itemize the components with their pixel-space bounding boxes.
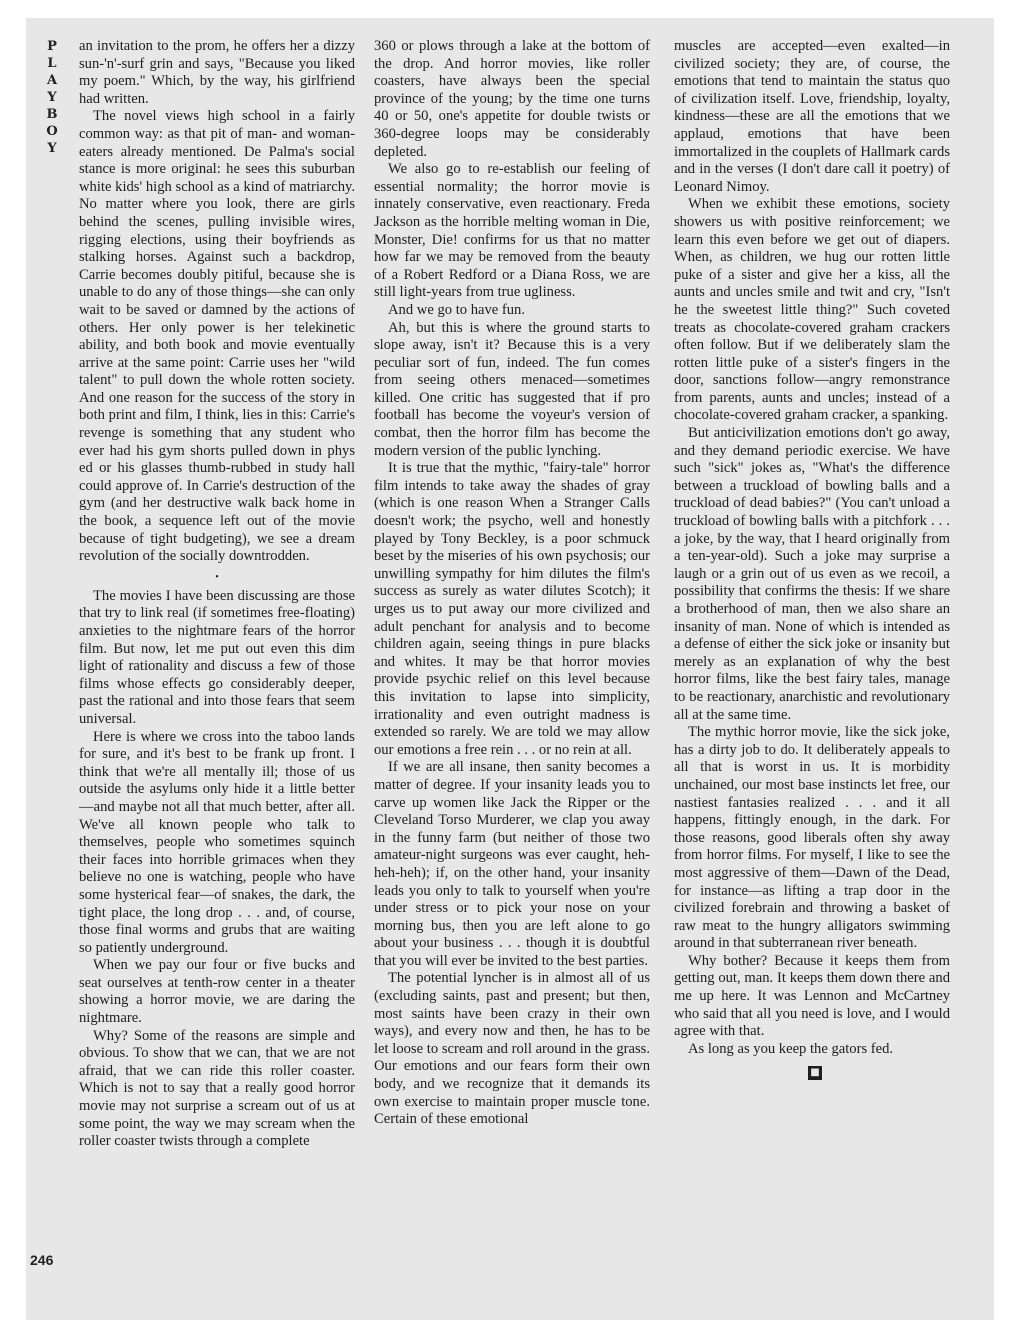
paragraph: But anticivilization emotions don't go away, and they demand periodic exercise. We have such "sick" jokes as, "What's the difference between a truckload of bowling balls and a truckload of dead babies?" (You can't unload a truckload of bowling balls with a pitchfork . . . a joke, by the way, that I heard originally from a ten-year-old). Such a joke may surprise a laugh or a grin out of us even as we recoil, a possibility that confirms the thesis: If we share a brotherhood of man, then we also share an insanity of man. None of which is intended as a defense of either the sick joke or insanity but merely as an explanation of why the best horror films, like the best fairy tales, manage to be reactionary, anarchistic and revolutionary all at the same time.: [674, 425, 950, 723]
paragraph: muscles are accepted—even exalted—in civilized society; they are, of course, the emotions that tend to maintain the status quo of civilization itself. Love, friendship, loyalty, kindness—these are all the emotions that we applaud, emotions that have been immortalized in the couplets of Hallmark cards and in the verses (I don't dare call it poetry) of Leonard Nimoy.: [674, 38, 950, 195]
paragraph: We also go to re-establish our feeling of essential normality; the horror movie is innately conservative, even reactionary. Freda Jackson as the horrible melting woman in Die, Monster, Die! confirms for us that no matter how far we may be removed from the beauty of a Robert Redford or a Diana Ross, we are still light-years from true ugliness.: [374, 161, 650, 301]
paragraph: And we go to have fun.: [388, 301, 525, 318]
page-number: 246: [30, 1252, 54, 1268]
paragraph: If we are all insane, then sanity becomes a matter of degree. If your insanity leads you to carve up women like Jack the Ripper or the Cleveland Torso Murderer, we clap you away in the funny farm (but neither of those two amateur-night surgeons was ever caught, heh-heh-heh); if, on the other hand, your insanity leads you only to talk to yourself when you're under stress or to pick your nose on your morning bus, then you are left alone to go about your business . . . though it is doubtful that you will ever be invited to the best parties.: [374, 759, 650, 969]
paragraph: 360 or plows through a lake at the bottom of the drop. And horror movies, like roller coasters, have always been the special province of the young; by the time one turns 40 or 50, one's appetite for double twists or 360-degree loops may be considerably depleted.: [374, 38, 650, 160]
masthead-letter: O: [46, 124, 58, 139]
column-1: [79, 38, 355, 1151]
magazine-page: [26, 18, 994, 1320]
masthead-letter: L: [47, 56, 57, 71]
paragraph: Here is where we cross into the taboo lands for sure, and it's best to be frank up front. I think that we're all mentally ill; those of us outside the asylums only hide it a little better—and maybe not all that much better, after all. We've all known people who talk to themselves, people who sometimes squinch their faces into horrible grimaces when they believe no one is watching, people who have some hysterical fear—of snakes, the dark, the tight place, the long drop . . . and, of course, those final worms and grubs that are waiting so patiently underground.: [79, 728, 355, 956]
masthead: [32, 38, 72, 157]
column-3: [674, 38, 950, 1082]
paragraph: The novel views high school in a fairly common way: as that pit of man- and woman-eaters already mentioned. De Palma's social stance is more original: he sees this suburban white kids' high school as a kind of matriarchy. No matter where you look, there are girls behind the scenes, pulling invisible wires, rigging elections, using their boyfriends as stalking horses. Against such a backdrop, Carrie becomes doubly pitiful, because she is unable to do any of those things—she can only wait to be saved or damned by the actions of others. Her only power is her telekinetic ability, and both book and movie eventually arrive at the same point: Carrie uses her "wild talent" to pull down the whole rotten society. And one reason for the success of the story in both print and film, I think, lies in this: Carrie's revenge is something that any student who ever had his gym shorts pulled down in phys ed or his glasses thumb-rubbed in study hall could approve of. In Carrie's destruction of the gym (and her destructive walk back home in the book, a sequence left out of the movie because of tight budgeting), we see a dream revolution of the socially downtrodden.: [79, 108, 355, 565]
closing-line: As long as you keep the gators fed.: [688, 1040, 894, 1057]
paragraph: an invitation to the prom, he offers her a dizzy sun-'n'-surf grin and says, "Because you liked my poem." Which, by the way, his girlfriend had written.: [79, 38, 355, 107]
paragraph: The potential lyncher is in almost all of us (excluding saints, past and present; but then, most saints have been crazy in their own ways), and every now and then, he has to be let loose to scream and roll around in the grass. Our emotions and our fears form their own body, and we recognize that it demands its own exercise to maintain proper muscle tone. Certain of these emotional: [374, 970, 650, 1128]
masthead-letter: A: [46, 73, 58, 88]
paragraph: Why bother? Because it keeps them from getting out, man. It keeps them down there and me up here. It was Lennon and McCartney who said that all you need is love, and I would agree with that.: [674, 952, 950, 1040]
paragraph: Ah, but this is where the ground starts to slope away, isn't it? Because this is a very peculiar sort of fun, indeed. The fun comes from seeing others menaced—sometimes killed. One critic has suggested that if pro football has become the voyeur's version of combat, then the horror film has become the modern version of the public lynching.: [374, 319, 650, 459]
paragraph: When we exhibit these emotions, society showers us with positive reinforcement; we learn this even before we get out of diapers. When, as children, we hug our rotten little puke of a sister and give her a kiss, all the aunts and uncles smile and twit and cry, "Isn't he the sweetest little thing?" Such coveted treats as chocolate-covered graham crackers often follow. But if we deliberately slam the rotten little puke of a sister's fingers in the door, sanctions follow—angry remonstrance from parents, aunts and uncles; instead of a chocolate-covered graham cracker, a spanking.: [674, 196, 950, 424]
masthead-letter: Y: [47, 141, 57, 156]
paragraph: The mythic horror movie, like the sick joke, has a dirty job to do. It deliberately appeals to all that is worst in us. It is morbidity unchained, our most base instincts let free, our nastiest fantasies realized . . . and it all happens, fittingly enough, in the dark. For those reasons, good liberals often shy away from horror films. For myself, I like to see the most aggressive of them—Dawn of the Dead, for instance—as lifting a trap door in the civilized forebrain and throwing a basket of raw meat to the hungry alligators swimming around in that subterranean river beneath.: [674, 724, 950, 952]
column-2: [374, 38, 650, 1129]
paragraph: The movies I have been discussing are those that try to link real (if sometimes free-floating) anxieties to the nightmare fears of the horror film. But now, let me put out even this dim light of rationality and discuss a few of those films whose effects go considerably deeper, past the rational and into those fears that seem universal.: [79, 587, 355, 727]
paragraph: When we pay our four or five bucks and seat ourselves at tenth-row center in a theater showing a horror movie, we are daring the nightmare.: [79, 957, 355, 1027]
paragraph: [674, 1041, 950, 1059]
masthead-letter: B: [46, 107, 58, 122]
masthead-letter: Y: [47, 90, 57, 105]
paragraph: It is true that the mythic, "fairy-tale" horror film intends to take away the shades of gray (which is one reason When a Stranger Calls doesn't work; the psycho, well and honestly played by Tony Beckley, is a poor schmuck beset by the miseries of his own psychosis; our unwilling sympathy for him dilutes the film's success as surely as water dilutes Scotch); it urges us to put away our more civilized and adult penchant for analysis and to become children again, seeing things in pure blacks and whites. It may be that horror movies provide psychic relief on this level because this invitation to lapse into simplicity, irrationality and even outright madness is extended so rarely. We are told we may allow our emotions a free rein . . . or no rein at all.: [374, 460, 650, 758]
paragraph: Why? Some of the reasons are simple and obvious. To show that we can, that we are not afraid, that we can ride this roller coaster. Which is not to say that a really good horror movie may not surprise a scream out of us at some point, the way we may scream when the roller coaster twists through a complete: [79, 1027, 355, 1150]
end-mark-row: [674, 1064, 950, 1082]
bunny-end-icon: ■: [808, 1066, 822, 1080]
section-separator: •: [215, 571, 219, 583]
masthead-letter: P: [47, 39, 57, 54]
